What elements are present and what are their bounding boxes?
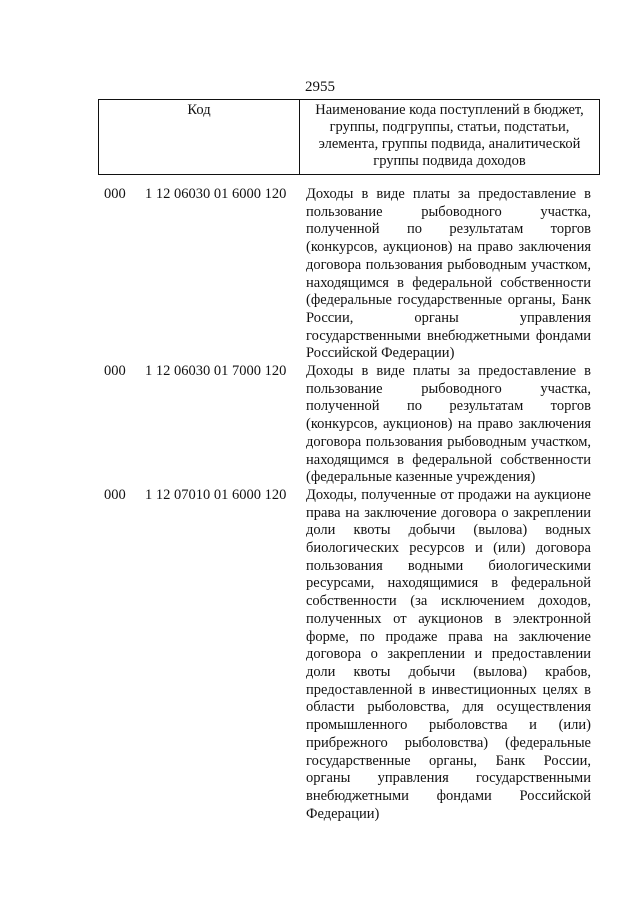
code-column-header: Код bbox=[99, 100, 300, 175]
admin-code: 000 bbox=[104, 363, 126, 380]
list-item bbox=[0, 487, 640, 823]
admin-code: 000 bbox=[104, 186, 126, 202]
income-code: 1 12 06030 01 7000 120 bbox=[145, 363, 287, 380]
income-code: 1 12 06030 01 6000 120 bbox=[145, 186, 287, 202]
income-description: Доходы в виде платы за предоставление в пользование рыбоводного участка, полученной по результатам торгов (конкурсов, аукционов) на право заключения договора пользования рыбоводным участком, находящимся в федеральной собственности (федеральные казенные учреждения) bbox=[306, 363, 591, 486]
list-item bbox=[0, 186, 640, 363]
income-description: Доходы в виде платы за предоставление в пользование рыбоводного участка, полученной по результатам торгов (конкурсов, аукционов) на право заключения договора пользования рыбоводным участком, находящимся в федеральной собственности (федеральные государственные органы, Банк России, органы управления государственными внебюджетными фондами Российской Федерации) bbox=[306, 186, 591, 362]
admin-code: 000 bbox=[104, 486, 126, 503]
income-code: 1 12 07010 01 6000 120 bbox=[145, 486, 287, 503]
header-table bbox=[98, 99, 600, 175]
page-number: 2955 bbox=[305, 79, 335, 95]
income-codes-list bbox=[0, 186, 640, 823]
name-column-header: Наименование кода поступлений в бюджет, группы, подгруппы, статьи, подстатьи, элемента, группы подвида, аналитической группы подвида доходов bbox=[300, 100, 600, 175]
list-item bbox=[0, 363, 640, 487]
income-description: Доходы, полученные от продажи на аукционе права на заключение договора о закреплении доли квоты добычи (вылова) водных биологических ресурсов и (или) договора пользования водными биологическими ресурсами, находящимися в федеральной собственности (за исключением доходов, полученных от аукционов в электронной форме, по продаже права на заключение договора о закреплении и предоставлении доли квоты добычи (вылова) крабов, предоставленной в инвестиционных целях в области рыболовства, для осуществления промышленного рыболовства и (или) прибрежного рыболовства) (федеральные государственные органы, Банк России, органы управления государственными внебюджетными фондами Российской Федерации) bbox=[306, 486, 591, 822]
